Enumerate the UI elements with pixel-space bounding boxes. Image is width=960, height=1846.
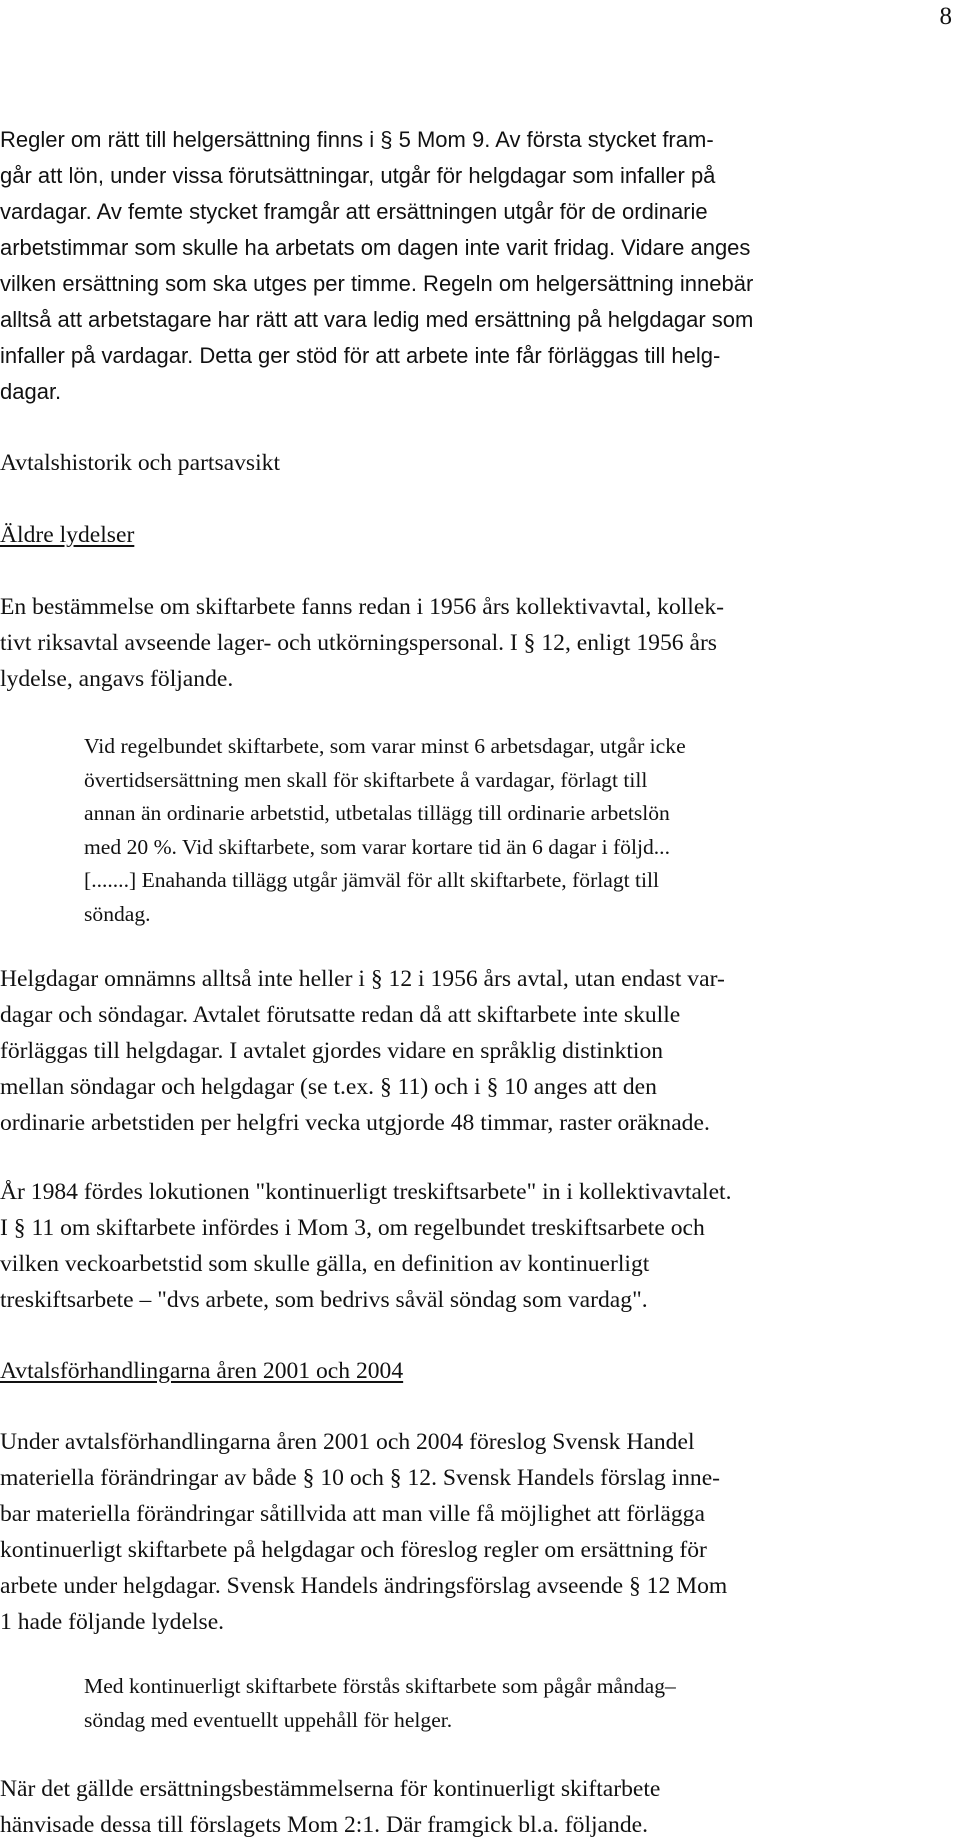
quote-forslag (84, 1670, 676, 1737)
text-line: kontinuerligt skiftarbete på helgdagar och föreslog regler om ersättning för (0, 1537, 707, 1563)
text-line: treskiftsarbete – "dvs arbete, som bedrivs såväl söndag som vardag". (0, 1287, 648, 1313)
text-line: Regler om rätt till helgersättning finns i § 5 Mom 9. Av första stycket fram- (0, 127, 714, 152)
heading-avtalshistorik: Avtalshistorik och partsavsikt (0, 450, 281, 476)
heading-avtalsforhandlingarna: Avtalsförhandlingarna åren 2001 och 2004 (0, 1358, 404, 1384)
text-line: År 1984 fördes lokutionen "kontinuerligt treskiftsarbete" in i kollektivavtalet. (0, 1179, 732, 1205)
quote-line: söndag. (84, 901, 151, 926)
text-line: När det gällde ersättningsbestämmelserna för kontinuerligt skiftarbete (0, 1776, 661, 1802)
text-line: förläggas till helgdagar. I avtalet gjordes vidare en språklig distinktion (0, 1038, 664, 1064)
text-line: går att lön, under vissa förutsättningar, utgår för helgdagar som infaller på (0, 163, 716, 188)
text-line: dagar och söndagar. Avtalet förutsatte redan då att skiftarbete inte skulle (0, 1002, 681, 1028)
text-line: materiella förändringar av både § 10 och § 12. Svensk Handels förslag inne- (0, 1465, 721, 1491)
text-line: lydelse, angavs följande. (0, 666, 234, 692)
text-line: 1 hade följande lydelse. (0, 1609, 225, 1635)
quote-line: med 20 %. Vid skiftarbete, som varar kortare tid än 6 dagar i följd... (84, 834, 670, 859)
quote-line: Vid regelbundet skiftarbete, som varar minst 6 arbetsdagar, utgår icke (84, 734, 686, 758)
text-line: alltså att arbetstagare har rätt att vara ledig med ersättning på helgdagar som (0, 307, 754, 332)
paragraph-1956-avtal (0, 589, 724, 697)
quote-line: övertidsersättning men skall för skiftarbete å vardagar, förlagt till (84, 767, 648, 792)
text-line: I § 11 om skiftarbete infördes i Mom 3, om regelbundet treskiftsarbete och (0, 1215, 705, 1241)
text-line: En bestämmelse om skiftarbete fanns redan i 1956 års kollektivavtal, kollek- (0, 594, 724, 620)
paragraph-helgersattning (0, 122, 753, 410)
heading-aldre-lydelser: Äldre lydelser (0, 522, 135, 548)
text-line: infaller på vardagar. Detta ger stöd för att arbete inte får förläggas till helg- (0, 343, 721, 368)
quote-line: [.......] Enahanda tillägg utgår jämväl för allt skiftarbete, förlagt till (84, 868, 660, 892)
quote-1956-lydelse (84, 730, 686, 931)
paragraph-1984 (0, 1174, 732, 1318)
paragraph-forhandlingar (0, 1424, 727, 1640)
text-line: bar materiella förändringar såtillvida att man ville få möjlighet att förlägga (0, 1501, 705, 1527)
paragraph-ersattning (0, 1771, 660, 1843)
text-line: vardagar. Av femte stycket framgår att ersättningen utgår för de ordinarie (0, 199, 708, 224)
text-line: arbetstimmar som skulle ha arbetats om dagen inte varit fridag. Vidare anges (0, 235, 751, 260)
text-line: vilken ersättning som ska utges per timme. Regeln om helgersättning innebär (0, 271, 754, 296)
paragraph-helgdagar (0, 961, 725, 1141)
text-line: vilken veckoarbetstid som skulle gälla, en definition av kontinuerligt (0, 1251, 650, 1277)
page-number: 8 (939, 3, 952, 30)
text-line: arbete under helgdagar. Svensk Handels ändringsförslag avseende § 12 Mom (0, 1573, 728, 1599)
text-line: mellan söndagar och helgdagar (se t.ex. § 11) och i § 10 anges att den (0, 1074, 657, 1100)
text-line: Under avtalsförhandlingarna åren 2001 och 2004 föreslog Svensk Handel (0, 1429, 695, 1455)
quote-line: annan än ordinarie arbetstid, utbetalas tillägg till ordinarie arbetslön (84, 801, 670, 825)
text-line: tivt riksavtal avseende lager- och utkörningspersonal. I § 12, enligt 1956 års (0, 630, 717, 656)
quote-line: Med kontinuerligt skiftarbete förstås skiftarbete som pågår måndag– (84, 1674, 676, 1698)
quote-line: söndag med eventuellt uppehåll för helger. (84, 1707, 453, 1732)
text-line: dagar. (0, 379, 62, 404)
text-line: Helgdagar omnämns alltså inte heller i § 12 i 1956 års avtal, utan endast var- (0, 966, 725, 992)
text-line: hänvisade dessa till förslagets Mom 2:1. Där framgick bl.a. följande. (0, 1812, 648, 1838)
text-line: ordinarie arbetstiden per helgfri vecka utgjorde 48 timmar, raster oräknade. (0, 1110, 710, 1136)
